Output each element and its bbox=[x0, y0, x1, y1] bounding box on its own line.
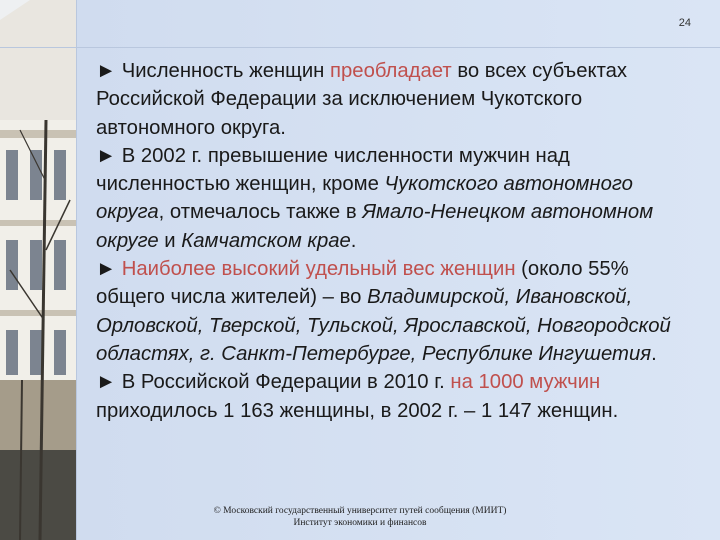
text-run: Численность женщин bbox=[116, 60, 331, 82]
text-run: . bbox=[350, 229, 357, 252]
paragraph-1 bbox=[96, 57, 696, 142]
text-run: и bbox=[158, 229, 182, 252]
paragraph-2 bbox=[96, 142, 696, 255]
bullet-marker: ► bbox=[96, 60, 117, 82]
paragraph-3 bbox=[96, 255, 696, 368]
side-divider bbox=[76, 0, 77, 540]
building-illustration bbox=[0, 0, 76, 540]
footer-copyright: © Московский государственный университет путей сообщения (МИИТ) bbox=[213, 506, 507, 516]
bullet-marker: ► bbox=[96, 144, 117, 167]
italic-run: Камчатском крае bbox=[181, 229, 351, 252]
paragraph-4 bbox=[96, 368, 696, 425]
highlight-run: преобладает bbox=[330, 60, 452, 82]
text-run: во всех субъектах Российской Федерации за исключением Чукотского автономного округа. bbox=[96, 60, 628, 139]
text-run: В 2002 г. превышение численности мужчин над численностью женщин, кроме bbox=[96, 144, 570, 196]
italic-run: Владимирской, Ивановской, Орловской, Тверской, Тульской, Ярославской, Новгородской областях, г. Санкт-Петербурге, Республике Ингушетия bbox=[96, 286, 671, 365]
footer-institute: Институт экономики и финансов bbox=[293, 518, 427, 528]
italic-run: Чукотского автономного округа bbox=[96, 173, 633, 224]
text-run: В Российской Федерации в 2010 г. bbox=[116, 371, 451, 394]
university-building-photo bbox=[0, 0, 76, 540]
page-number: 24 bbox=[678, 17, 691, 29]
highlight-run: Наиболее высокий удельный вес женщин bbox=[116, 258, 516, 281]
text-run: , отмечалось также в bbox=[158, 201, 363, 224]
highlight-run: на 1000 мужчин bbox=[450, 371, 601, 394]
text-run: . bbox=[651, 342, 657, 365]
italic-run: Ямало-Ненецком автономном округе bbox=[96, 201, 654, 252]
bullet-marker: ► bbox=[96, 371, 117, 394]
slide-body bbox=[96, 57, 696, 425]
bullet-marker: ► bbox=[96, 258, 117, 281]
footer bbox=[76, 505, 644, 529]
text-run: (около 55% общего числа жителей) – во bbox=[96, 258, 629, 309]
text-run: приходилось 1 163 женщины, в 2002 г. – 1 147 женщин. bbox=[96, 399, 619, 422]
header-divider bbox=[0, 47, 720, 48]
